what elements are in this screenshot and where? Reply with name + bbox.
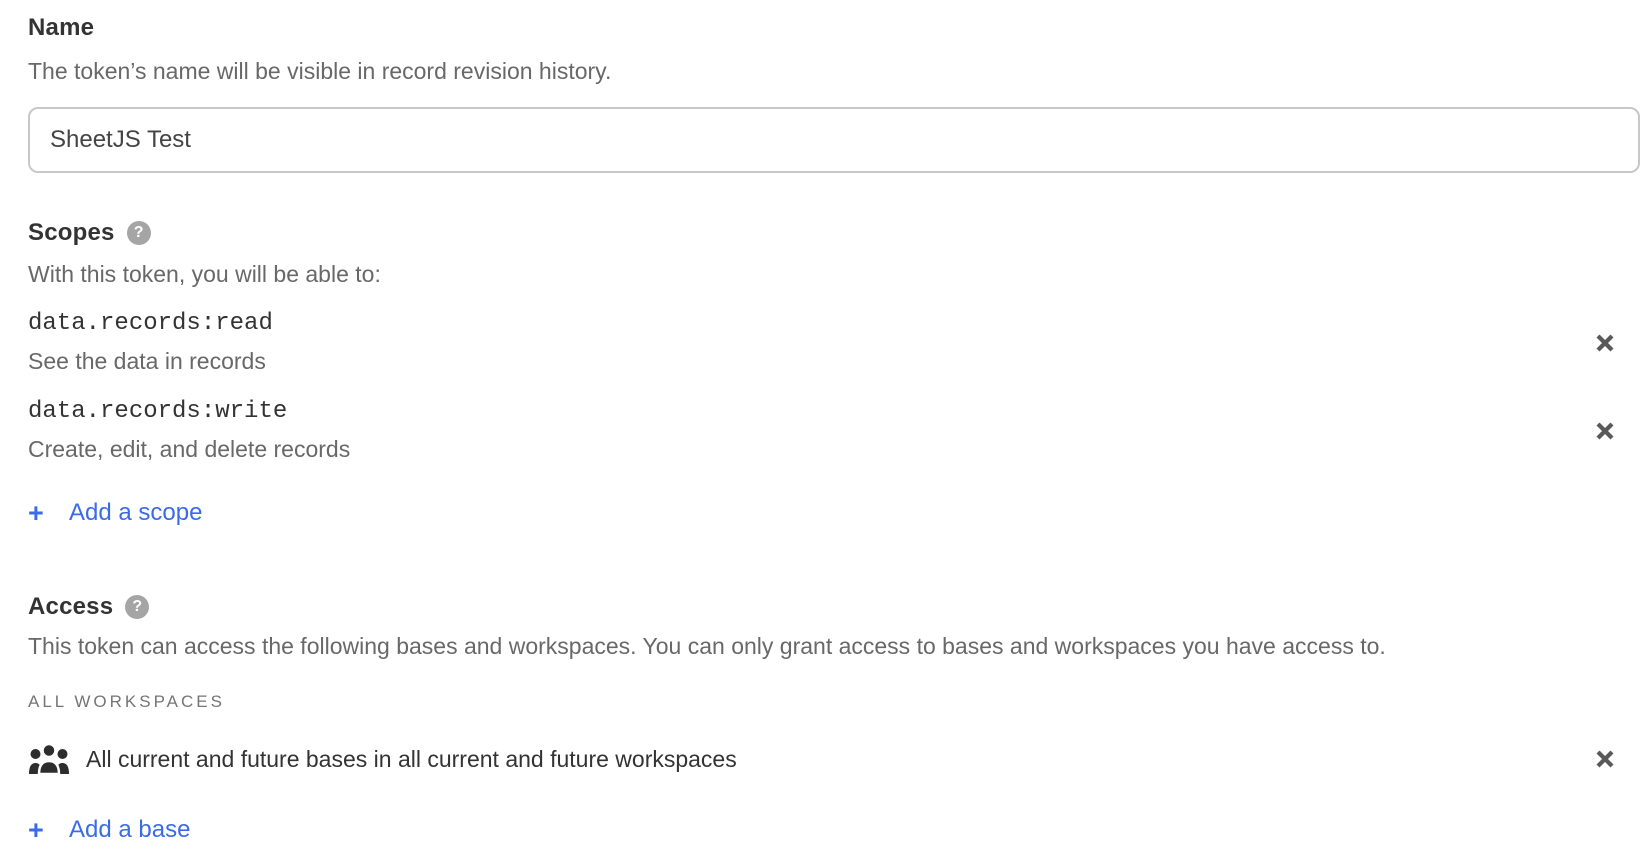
- access-title-row: [28, 593, 1640, 621]
- access-entry: [28, 742, 737, 776]
- remove-access-button[interactable]: [1588, 742, 1622, 776]
- plus-icon: +: [28, 815, 44, 845]
- form-content: [28, 14, 1640, 844]
- name-section-description: The token’s name will be visible in record revision history.: [28, 58, 612, 84]
- add-scope-label: Add a scope: [69, 499, 203, 526]
- scope-description: Create, edit, and delete records: [28, 436, 351, 462]
- scope-row: [28, 310, 1640, 375]
- access-description: This token can access the following bases and workspaces. You can only grant access to bases and workspaces you have access to.: [28, 633, 1386, 659]
- remove-scope-button[interactable]: [1588, 326, 1622, 360]
- close-icon: [1592, 418, 1618, 444]
- scopes-intro: With this token, you will be able to:: [28, 261, 381, 287]
- plus-icon: +: [28, 498, 44, 528]
- scopes-title-row: [28, 219, 1640, 247]
- remove-scope-button[interactable]: [1588, 414, 1622, 448]
- access-row: [28, 742, 1640, 776]
- token-name-input[interactable]: [28, 107, 1640, 173]
- access-section-title: Access: [28, 593, 114, 620]
- add-scope-button[interactable]: [28, 499, 202, 527]
- workspace-group-label: ALL WORKSPACES: [28, 692, 225, 711]
- access-section: [28, 593, 1640, 844]
- scope-info: [28, 398, 350, 463]
- people-icon: [28, 742, 70, 776]
- scope-row: [28, 398, 1640, 463]
- close-icon: [1592, 746, 1618, 772]
- close-icon: [1592, 330, 1618, 356]
- scopes-section: [28, 219, 1640, 527]
- name-section: [28, 14, 1640, 173]
- name-section-title: Name: [28, 14, 95, 41]
- scope-description: See the data in records: [28, 348, 266, 374]
- scope-name: data.records:read: [28, 310, 273, 337]
- scopes-section-title: Scopes: [28, 219, 115, 246]
- access-entry-label: All current and future bases in all current and future workspaces: [86, 746, 737, 772]
- access-help-icon[interactable]: ?: [125, 595, 149, 619]
- add-base-button[interactable]: [28, 816, 190, 844]
- scope-info: [28, 310, 273, 375]
- add-base-label: Add a base: [69, 816, 191, 843]
- scope-name: data.records:write: [28, 398, 288, 425]
- scopes-help-icon[interactable]: ?: [127, 221, 151, 245]
